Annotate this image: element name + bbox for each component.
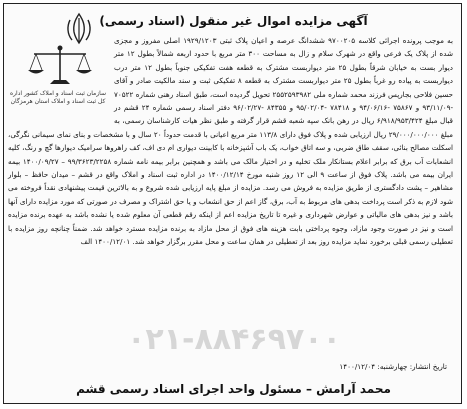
notice-body xyxy=(8,34,453,249)
notice-title: آگهی مزایده اموال غیر منقول (اسناد رسمی) xyxy=(99,14,368,28)
publish-date: تاریخ انتشار: چهارشنبه: ۱۴۰۰/۱۲/۰۴ xyxy=(339,362,447,371)
notice-body-text: به موجب پرونده اجرائی کلاسه ۹۷۰۰۲۰۵ ششدانگ عرصه و اعیان پلاک ثبتی ۱۹۲۹/۱۲۰۳ اصلی مفروز و مجزی شده از پلاک یک فرعی واقع در شهرک سلام و زال به مساحت ۳۰۰ متر مربع با حدود اربعه شمالاً بطول ۱۲ متر دیوار بست به خیابان شرقاً بطول ۲۵ متر دیواربست مشترک به قطعه هفت تفکیکی جنوباً بطول ۱۲ متر درب دیواربست به پیاده رو غرباً بطول ۲۵ متر دیواربست مشترک به قطعه ۸ تفکیکی ثبت و سند مالکیت صادر و آقای حسین فلاحی بجارپس فرزند محمد شماره ملی ۲۵۵۲۵۹۳۹۸۲ تحویل گردیده است، طبق اسناد رهنی شماره ۷۰۵۲۲ -۹۳/۱۱/۰۹ و ۷۵۸۶۷ -۹۴/۰۶/۱۶ و ۷۸۴۱۸ -۹۵/۰۲/۰۴ و ۸۴۳۵۵ -۹۶/۰۲/۲۷ دفتر اسناد رسمی شماره ۲۴ قشم در قبال مبلغ ۶/۹۱۸/۹۵۳/۴۲۴ ریال در رهن بانک سپه شعبه قشم قرار گرفته و طبق نظر هیات کارشناسان رسمی، به مبلغ ۲۹/۰۰۰/۰۰۰/۰۰۰ ریال ارزیابی شده و پلاک فوق دارای ۱۱۳/۸ متر مربع اعیانی با قدمت حدوداً ۲۰ سال و با مشخصات و بنای نمای سیمانی نگرگی، اسکلت مصالح بنائی، سقف طاق ضربی، و سه اتاق خواب، یک باب آشپزخانه با کابینت دیواری ام دی اف، کف راهروها سرامیک دیوارها گچ و رنگ، کلیه انشعابات آب برق که برابر اعلام بستانکار ملک تخلیه و در اختیار مالک می باشد و همچنین برابر بیمه نامه شماره ۹۹/۳۶۲۳/۲۲۵۸ – ۱۴۰۰/۰۹/۲۷ بیمه ایران بیمه می باشد. پلاک فوق از ساعت ۹ الی ۱۲ روز شنبه مورخ ۱۴۰۰/۱۲/۱۴ در اداره ثبت اسناد و املاک واقع در قشم – میدان حافظ – بلوار مشاهیر – پشت دادگستری از طریق مزایده به فروش می رسد. مزایده از مبلغ پایه ارزیابی شده شروع و به بالاترین قیمت پیشنهادی نقداً فروخته می شود لازم به ذکر است پرداخت بدهی های مربوط به آب، برق، گاز اعم از حق انشعاب و یا حق اشتراک و مصرف در صورتی که مورد مزایده دارای آنها باشد و نیز بدهی های مالیاتی و عوارض شهرداری و غیره تا تاریخ مزایده اعم از اینکه رقم قطعی آن معلوم شده یا نشده باشد به عهده برنده مزایده است و نیز در صورت وجود مازاد، وجوه پرداختی بابت هزینه های فوق از محل مازاد به برنده مزایده مسترد خواهد شد. ضمناً چنانچه روز مزایده با تعطیلی رسمی قبلی برخورد نماید مزایده روز بعد از تعطیلی در همان ساعت و محل مقرر برگزار خواهد شد. ۱۴۰۰/۱۲/۰۱ الف xyxy=(8,36,454,247)
organization-name: سازمان ثبت اسناد و املاک کشور اداره کل ثبت اسناد و املاک استان هرمزگان xyxy=(9,90,106,105)
phone-watermark: ۰۲۱-۸۸۴۶۹۷۰۰ xyxy=(127,322,341,357)
logo-space xyxy=(8,34,114,116)
notice-frame xyxy=(3,3,462,404)
signature-line: محمد آرامش – مسئول واحد اجرای اسناد رسمی قشم xyxy=(76,382,391,396)
